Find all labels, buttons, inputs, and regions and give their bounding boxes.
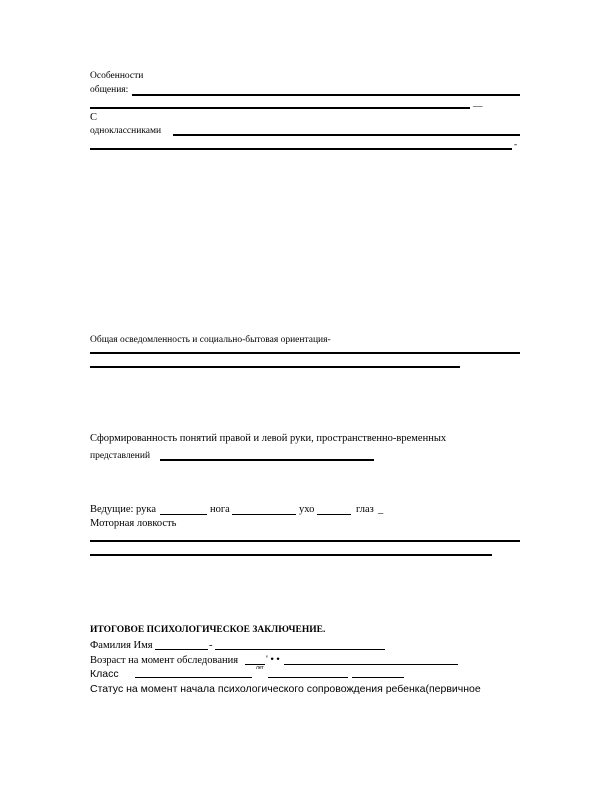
communication-answer-line-1[interactable]: [132, 94, 520, 96]
class-answer-line-3[interactable]: [352, 677, 404, 678]
ear-answer-line[interactable]: [317, 514, 351, 515]
age-label: Возраст на момент обследования: [90, 655, 239, 666]
leading-hand-label: Ведущие: рука: [90, 504, 156, 515]
communication-line-tail: __: [473, 99, 483, 109]
motor-answer-line-1[interactable]: [90, 540, 520, 542]
orientation-answer-line[interactable]: [160, 459, 374, 461]
awareness-label: Общая осведомленность и социально-бытовая ориентация-: [90, 335, 331, 345]
name-answer-line-short[interactable]: [155, 649, 208, 650]
age-answer-line-long[interactable]: [284, 664, 458, 665]
orientation-label-line1: Сформированность понятий правой и левой руки, пространственно-временных: [90, 433, 447, 444]
classmates-answer-line-1[interactable]: [173, 134, 520, 136]
orientation-label-line2: представлений: [90, 451, 151, 461]
name-answer-line-long[interactable]: [215, 649, 385, 650]
communication-answer-line-2[interactable]: [90, 107, 470, 109]
class-answer-line[interactable]: [135, 677, 252, 678]
status-label: Статус на момент начала психологического сопровождения ребенка(первичное: [90, 683, 481, 695]
leg-label: нога: [210, 504, 230, 515]
age-mark: ' • •: [266, 654, 280, 665]
ear-label: ухо: [299, 504, 315, 515]
conclusion-title: ИТОГОВОЕ ПСИХОЛОГИЧЕСКОЕ ЗАКЛЮЧЕНИЕ.: [90, 625, 326, 635]
class-label: Класс: [90, 668, 119, 680]
name-line-tail: -: [209, 640, 213, 651]
class-answer-line-2[interactable]: [268, 677, 348, 678]
hand-answer-line[interactable]: [160, 514, 207, 515]
awareness-answer-line-2[interactable]: [90, 366, 460, 368]
classmates-line-tail: -: [514, 140, 518, 150]
name-label: Фамилия Имя: [90, 640, 153, 651]
classmates-label-line2: одноклассниками: [90, 126, 162, 136]
class-mark: лет: [256, 665, 264, 671]
leg-answer-line[interactable]: [232, 514, 296, 515]
classmates-label-line1: С: [90, 112, 98, 123]
eye-line-tail: _: [378, 504, 384, 515]
communication-label-line1: Особенности: [90, 71, 144, 81]
motor-skills-label: Моторная ловкость: [90, 518, 177, 529]
classmates-answer-line-2[interactable]: [90, 148, 512, 150]
motor-answer-line-2[interactable]: [90, 554, 492, 556]
awareness-answer-line-1[interactable]: [90, 352, 520, 354]
eye-label: глаз: [356, 504, 374, 515]
communication-label-line2: общения:: [90, 85, 129, 95]
